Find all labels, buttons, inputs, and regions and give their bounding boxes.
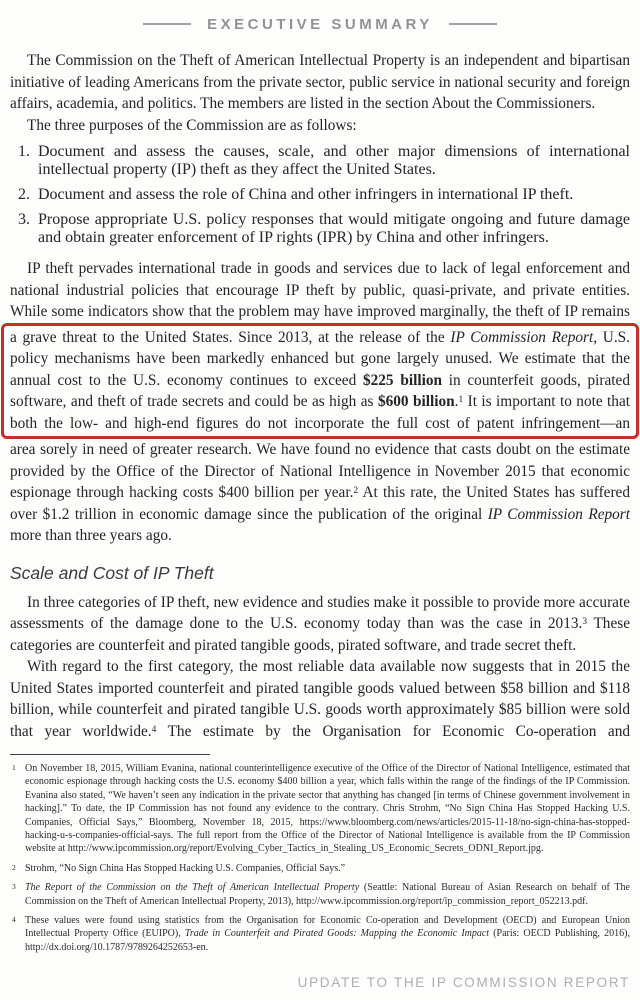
header-dash-right-icon (449, 23, 497, 25)
page-title: EXECUTIVE SUMMARY (207, 15, 433, 33)
footnote (10, 762, 630, 856)
header-dash-left-icon (143, 23, 191, 25)
paragraph-commission-intro: The Commission on the Theft of American Intellectual Property is an independent and bipartisan initiative of leading Americans from the private sector, public service in national security and foreign affairs, academia, and politics. The members are listed in the section About the Commissioners. (10, 52, 630, 112)
paragraph-ip-theft-before: IP theft pervades international trade in goods and services due to lack of legal enforcement and national industrial policies that encourage IP theft by public, quasi-private, and private entities. While some indicators show that the problem may have improved marginally, the theft of IP remains (10, 260, 630, 320)
footnote-text: Strohm, “No Sign China Has Stopped Hacking U.S. Companies, Official Says.” (25, 862, 346, 874)
paragraph-first-category: With regard to the first category, the most reliable data available now suggests that in 2015 the United States imported counterfeit and pirated tangible goods valued between $58 billion and $118 billion, while counterfeit and pirated tangible U.S. goods worth approximately $85 billion were sold that year worldwide.$^4$ The estimate by the Organisation for Economic Co-operation and (10, 658, 630, 740)
list-item-marker: 1. (18, 143, 30, 160)
paragraph-ip-theft-boxed: a grave threat to the United States. Since 2013, at the release of the IP Commission Report, U.S. policy mechanisms have been markedly enhanced but gone largely unused. We estimate that the annual cost to the U.S. economy continues to exceed $225 billion in counterfeit goods, pirated software, and theft of trade secrets and could be as high as $600 billion.$^1$ It is important to note that both the low- and high-end figures do not incorporate the full cost of patent infringement—an (10, 328, 631, 432)
paragraph-three-categories: In three categories of IP theft, new evidence and studies make it possible to provide more accurate assessments of the damage done to the U.S. economy today than was the case in 2013.$^3$ These categories are counterfeit and pirated tangible goods, pirated software, and trade secret theft. (10, 593, 630, 654)
red-highlight-box (1, 323, 639, 440)
list-item-text: Propose appropriate U.S. policy responses that would mitigate ongoing and future damage and obtain greater enforcement of IP rights (IPR) by China and other infringers. (38, 211, 630, 246)
section-header (10, 0, 630, 35)
footnote-marker: 3 (12, 882, 16, 892)
paragraph-ip-theft (10, 258, 630, 547)
list-item-marker: 3. (18, 211, 30, 228)
list-item (18, 186, 630, 204)
footnotes-section (10, 754, 630, 954)
footnote (10, 914, 630, 954)
purposes-list (10, 143, 630, 247)
footnote-text: On November 18, 2015, William Evanina, national counterintelligence executive of the Office of the Director of National Intelligence, estimated that economic espionage through hacking costs the U.S. economy $400 billion a year, which falls within the range of the findings of the IP Commission. Evanina also stated, “We haven’t seen any indication in the private sector that anything has changed [in terms of Chinese government involvement in hacking].” To date, the IP Commission has not found any evidence to the contrary. Chris Strohm, “No Sign China Has Stopped Hacking U.S. Companies, Official Says,” Bloomberg, November 18, 2015, https://www.bloomberg.com/news/articles/2015-11-18/no-sign-china-has-stopped-hacking-u-s-companies-official-says. The full report from the Office of the Director of National Intelligence is available from the IP Commission website at http://www.ipcommission.org/report/Evolving_Cyber_Tactics_in_Stealing_US_Economic_Secrets_ODNI_Report.jpg. (25, 763, 630, 855)
list-item (18, 211, 630, 247)
footnote-divider (10, 754, 210, 755)
paragraph-purposes-lead: The three purposes of the Commission are as follows: (27, 116, 357, 134)
footnote-marker: 2 (12, 862, 16, 872)
footnote (10, 862, 630, 875)
list-item (18, 143, 630, 179)
footnote (10, 881, 630, 908)
footnote-text: These values were found using statistics from the Organisation for Economic Co-operation and Development (OECD) and European Union Intellectual Property Office (EUIPO), Trade in Counterfeit and Pirated Goods: Mapping the Economic Impact (Paris: OECD Publishing, 2016), http://dx.doi.org/10.1787/9789264252653-en. (25, 915, 631, 953)
footnote-text: The Report of the Commission on the Theft of American Intellectual Property (Seattle: National Bureau of Asian Research on behalf of The Commission on the Theft of American Intellectual Property, 2013), http://www.ipcommission.org/report/ip_commission_report_052213.pdf. (25, 882, 630, 907)
list-item-text: Document and assess the causes, scale, and other major dimensions of international intellectual property (IP) theft as they affect the United States. (38, 143, 630, 178)
running-footer: UPDATE TO THE IP COMMISSION REPORT (297, 975, 630, 990)
footnote-marker: 4 (12, 915, 16, 925)
list-item-text: Document and assess the role of China and other infringers in international IP theft. (38, 186, 574, 203)
paragraph-ip-theft-after: area sorely in need of greater research. We have found no evidence that casts doubt on the estimate provided by the Office of the Director of National Intelligence in November 2015 that economic espionage through hacking costs $400 billion per year.$^2$ At this rate, the United States has suffered over $1.2 trillion in economic damage since the publication of the original IP Commission Report more than three years ago. (10, 441, 630, 544)
list-item-marker: 2. (18, 186, 30, 203)
section-heading-scale-and-cost: Scale and Cost of IP Theft (10, 562, 214, 583)
footnote-marker: 1 (12, 763, 16, 772)
